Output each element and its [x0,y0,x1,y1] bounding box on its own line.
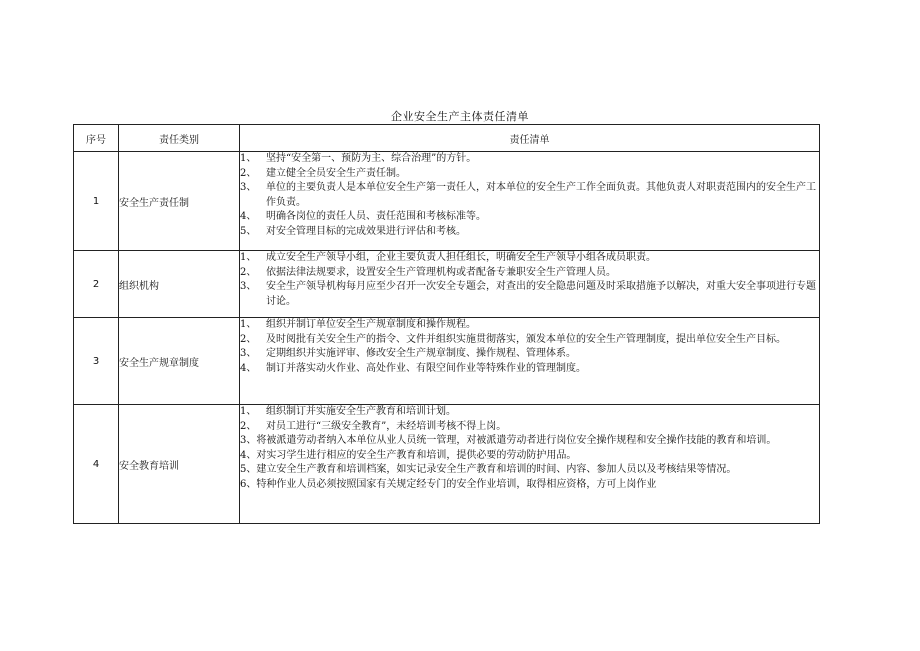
item-number: 5、 [240,225,257,237]
list-item [240,478,819,493]
row-list [240,251,820,318]
list-item [240,152,819,167]
item-text: 单位的主要负责人是本单位安全生产第一责任人，对本单位的安全生产工作全面负责。其他负责人对职责范围内的安全生产工作负责。 [266,182,816,208]
list-item [240,420,819,435]
table-header-row [74,125,820,152]
item-text: 组织并制订单位安全生产规章制度和操作规程。 [266,319,476,330]
row-category: 安全生产责任制 [119,152,240,251]
row-category: 组织机构 [119,251,240,318]
list-item [240,210,819,225]
item-number: 2、 [240,420,257,432]
list-item [240,463,819,478]
document-title: 企业安全生产主体责任清单 [391,110,529,123]
item-number: 3、 [240,348,257,359]
item-text: 建立健全全员安全生产责任制。 [266,167,406,179]
item-number: 3、 [240,281,257,292]
item-text: 将被派遣劳动者纳入本单位从业人员统一管理，对被派遣劳动者进行岗位安全操作规程和安全操作技能的教育和培训。 [256,435,777,446]
list-item [240,405,819,420]
header-category: 责任类别 [119,125,240,152]
row-number: 2 [74,251,119,318]
item-number: 1、 [240,319,257,330]
list-item [240,181,819,210]
responsibility-table [73,124,820,524]
list-item [240,347,819,362]
list-item [240,449,819,464]
row-category: 安全生产规章制度 [119,318,240,405]
row-number: 1 [74,152,119,251]
row-number: 3 [74,318,119,405]
list-item [240,167,819,182]
item-text: 制订并落实动火作业、高处作业、有限空间作业等特殊作业的管理制度。 [266,362,586,374]
item-number: 4、 [240,362,257,374]
item-number: 2、 [240,333,257,345]
item-text: 安全生产领导机构每月应至少召开一次安全专题会，对查出的安全隐患问题及时采取措施予以解决，对重大安全事项进行专题讨论。 [266,281,816,307]
item-number: 2、 [240,266,257,278]
item-text: 依据法律法规要求，设置安全生产管理机构或者配备专兼职安全生产管理人员。 [266,266,616,278]
item-text: 明确各岗位的责任人员、责任范围和考核标准等。 [266,211,486,222]
header-no: 序号 [74,125,119,152]
item-text: 对员工进行“三级安全教育”，未经培训考核不得上岗。 [266,420,507,432]
row-list [240,152,820,251]
table-row [74,251,820,318]
item-number: 3、 [240,182,257,193]
list-item [240,434,819,449]
item-number: 4、 [240,211,257,222]
table-row [74,152,820,251]
item-number: 6、 [240,478,257,490]
item-text: 建立安全生产教育和培训档案，如实记录安全生产教育和培训的时间、内容、参加人员以及考核结果等情况。 [256,464,737,475]
item-text: 特种作业人员必须按照国家有关规定经专门的安全作业培训，取得相应资格，方可上岗作业 [256,478,657,490]
item-text: 及时阅批有关安全生产的指令、文件并组织实施贯彻落实，颁发本单位的安全生产管理制度，提出单位安全生产目标。 [266,333,786,345]
row-category: 安全教育培训 [119,405,240,524]
list-item [240,318,819,333]
list-item [240,333,819,348]
item-number: 1、 [240,252,257,263]
item-number: 4、 [240,449,257,461]
list-item [240,251,819,266]
list-item [240,280,819,309]
header-list: 责任清单 [240,125,820,152]
item-number: 5、 [240,464,257,475]
item-text: 组织制订并实施安全生产教育和培训计划。 [266,406,456,417]
item-text: 定期组织并实施评审、修改安全生产规章制度、操作规程、管理体系。 [266,348,576,359]
row-list [240,405,820,524]
item-number: 2、 [240,167,257,179]
item-text: 坚持“安全第一、预防为主、综合治理”的方针。 [266,153,477,164]
list-item [240,362,819,377]
item-text: 成立安全生产领导小组，企业主要负责人担任组长，明确安全生产领导小组各成员职责。 [266,252,656,263]
item-text: 对安全管理目标的完成效果进行评估和考核。 [266,225,466,237]
item-number: 1、 [240,406,257,417]
table-row [74,405,820,524]
item-text: 对实习学生进行相应的安全生产教育和培训，提供必要的劳动防护用品。 [256,449,577,461]
item-number: 3、 [240,435,257,446]
list-item [240,266,819,281]
item-number: 1、 [240,153,257,164]
row-number: 4 [74,405,119,524]
list-item [240,225,819,240]
row-list [240,318,820,405]
table-row [74,318,820,405]
